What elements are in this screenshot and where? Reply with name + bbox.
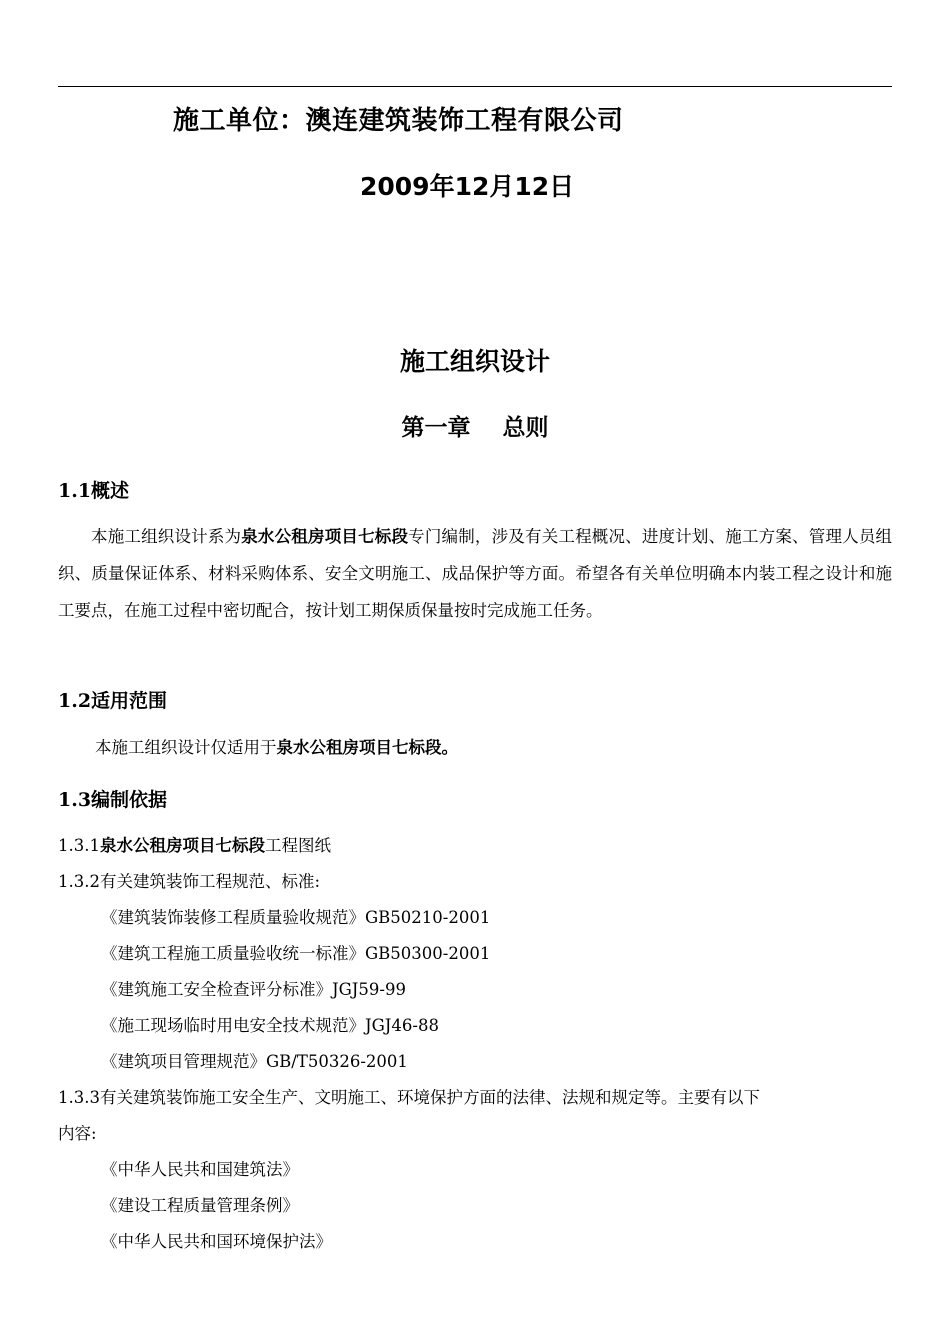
- basis-item-number: 1.3.1: [58, 836, 100, 855]
- basis-item-text: 工程图纸: [264, 836, 331, 855]
- overview-text-post: 专门编制，涉及有关工程概况、进度计划、施工方案、管理人员组织、质量保证体系、材料采购体系、安全文明施工、成品保护等方面。希望各有关单位明确本内装工程之设计和施工要点，在施工过程中密切配合，按计划工期保质保量按时完成施工任务。: [58, 527, 893, 620]
- scope-text-pre: 本施工组织设计仅适用于: [95, 738, 277, 757]
- basis-item-1-3-3: 1.3.3有关建筑装饰施工安全生产、文明施工、环境保护方面的法律、法规和规定等。主要有以下: [58, 1088, 760, 1107]
- scope-paragraph: [95, 736, 458, 760]
- standard-item: 《建筑工程施工质量验收统一标准》GB50300-2001: [101, 944, 491, 963]
- overview-text-pre: 本施工组织设计系为: [91, 527, 242, 546]
- section-heading-1-1: 1.1概述: [58, 480, 130, 502]
- scope-project-name: 泉水公租房项目七标段。: [276, 738, 458, 757]
- chapter-heading: 第一章 总则: [401, 415, 549, 441]
- standard-item: 《建筑项目管理规范》GB/T50326-2001: [101, 1052, 408, 1071]
- law-item: 《中华人民共和国建筑法》: [101, 1160, 299, 1179]
- basis-item-1-3-3-continued: 内容:: [58, 1124, 97, 1143]
- company-line: 施工单位：澳连建筑装饰工程有限公司: [173, 106, 624, 136]
- project-name: 泉水公租房项目七标段: [241, 527, 409, 546]
- section-heading-1-2: 1.2适用范围: [58, 690, 168, 712]
- standard-item: 《施工现场临时用电安全技术规范》JGJ46-88: [101, 1016, 439, 1035]
- section-heading-1-3: 1.3编制依据: [58, 789, 168, 811]
- basis-item-1-3-1: [58, 834, 331, 858]
- document-date: 2009年12月12日: [360, 172, 575, 201]
- law-item: 《建设工程质量管理条例》: [101, 1196, 299, 1215]
- standard-item: 《建筑施工安全检查评分标准》JGJ59-99: [101, 980, 406, 999]
- standard-item: 《建筑装饰装修工程质量验收规范》GB50210-2001: [101, 908, 491, 927]
- law-item: 《中华人民共和国环境保护法》: [101, 1232, 332, 1251]
- header-rule: [58, 86, 892, 87]
- basis-project-name: 泉水公租房项目七标段: [99, 836, 265, 855]
- overview-paragraph: [58, 518, 892, 629]
- document-title: 施工组织设计: [399, 347, 550, 376]
- basis-item-1-3-2: 1.3.2有关建筑装饰工程规范、标准:: [58, 872, 321, 891]
